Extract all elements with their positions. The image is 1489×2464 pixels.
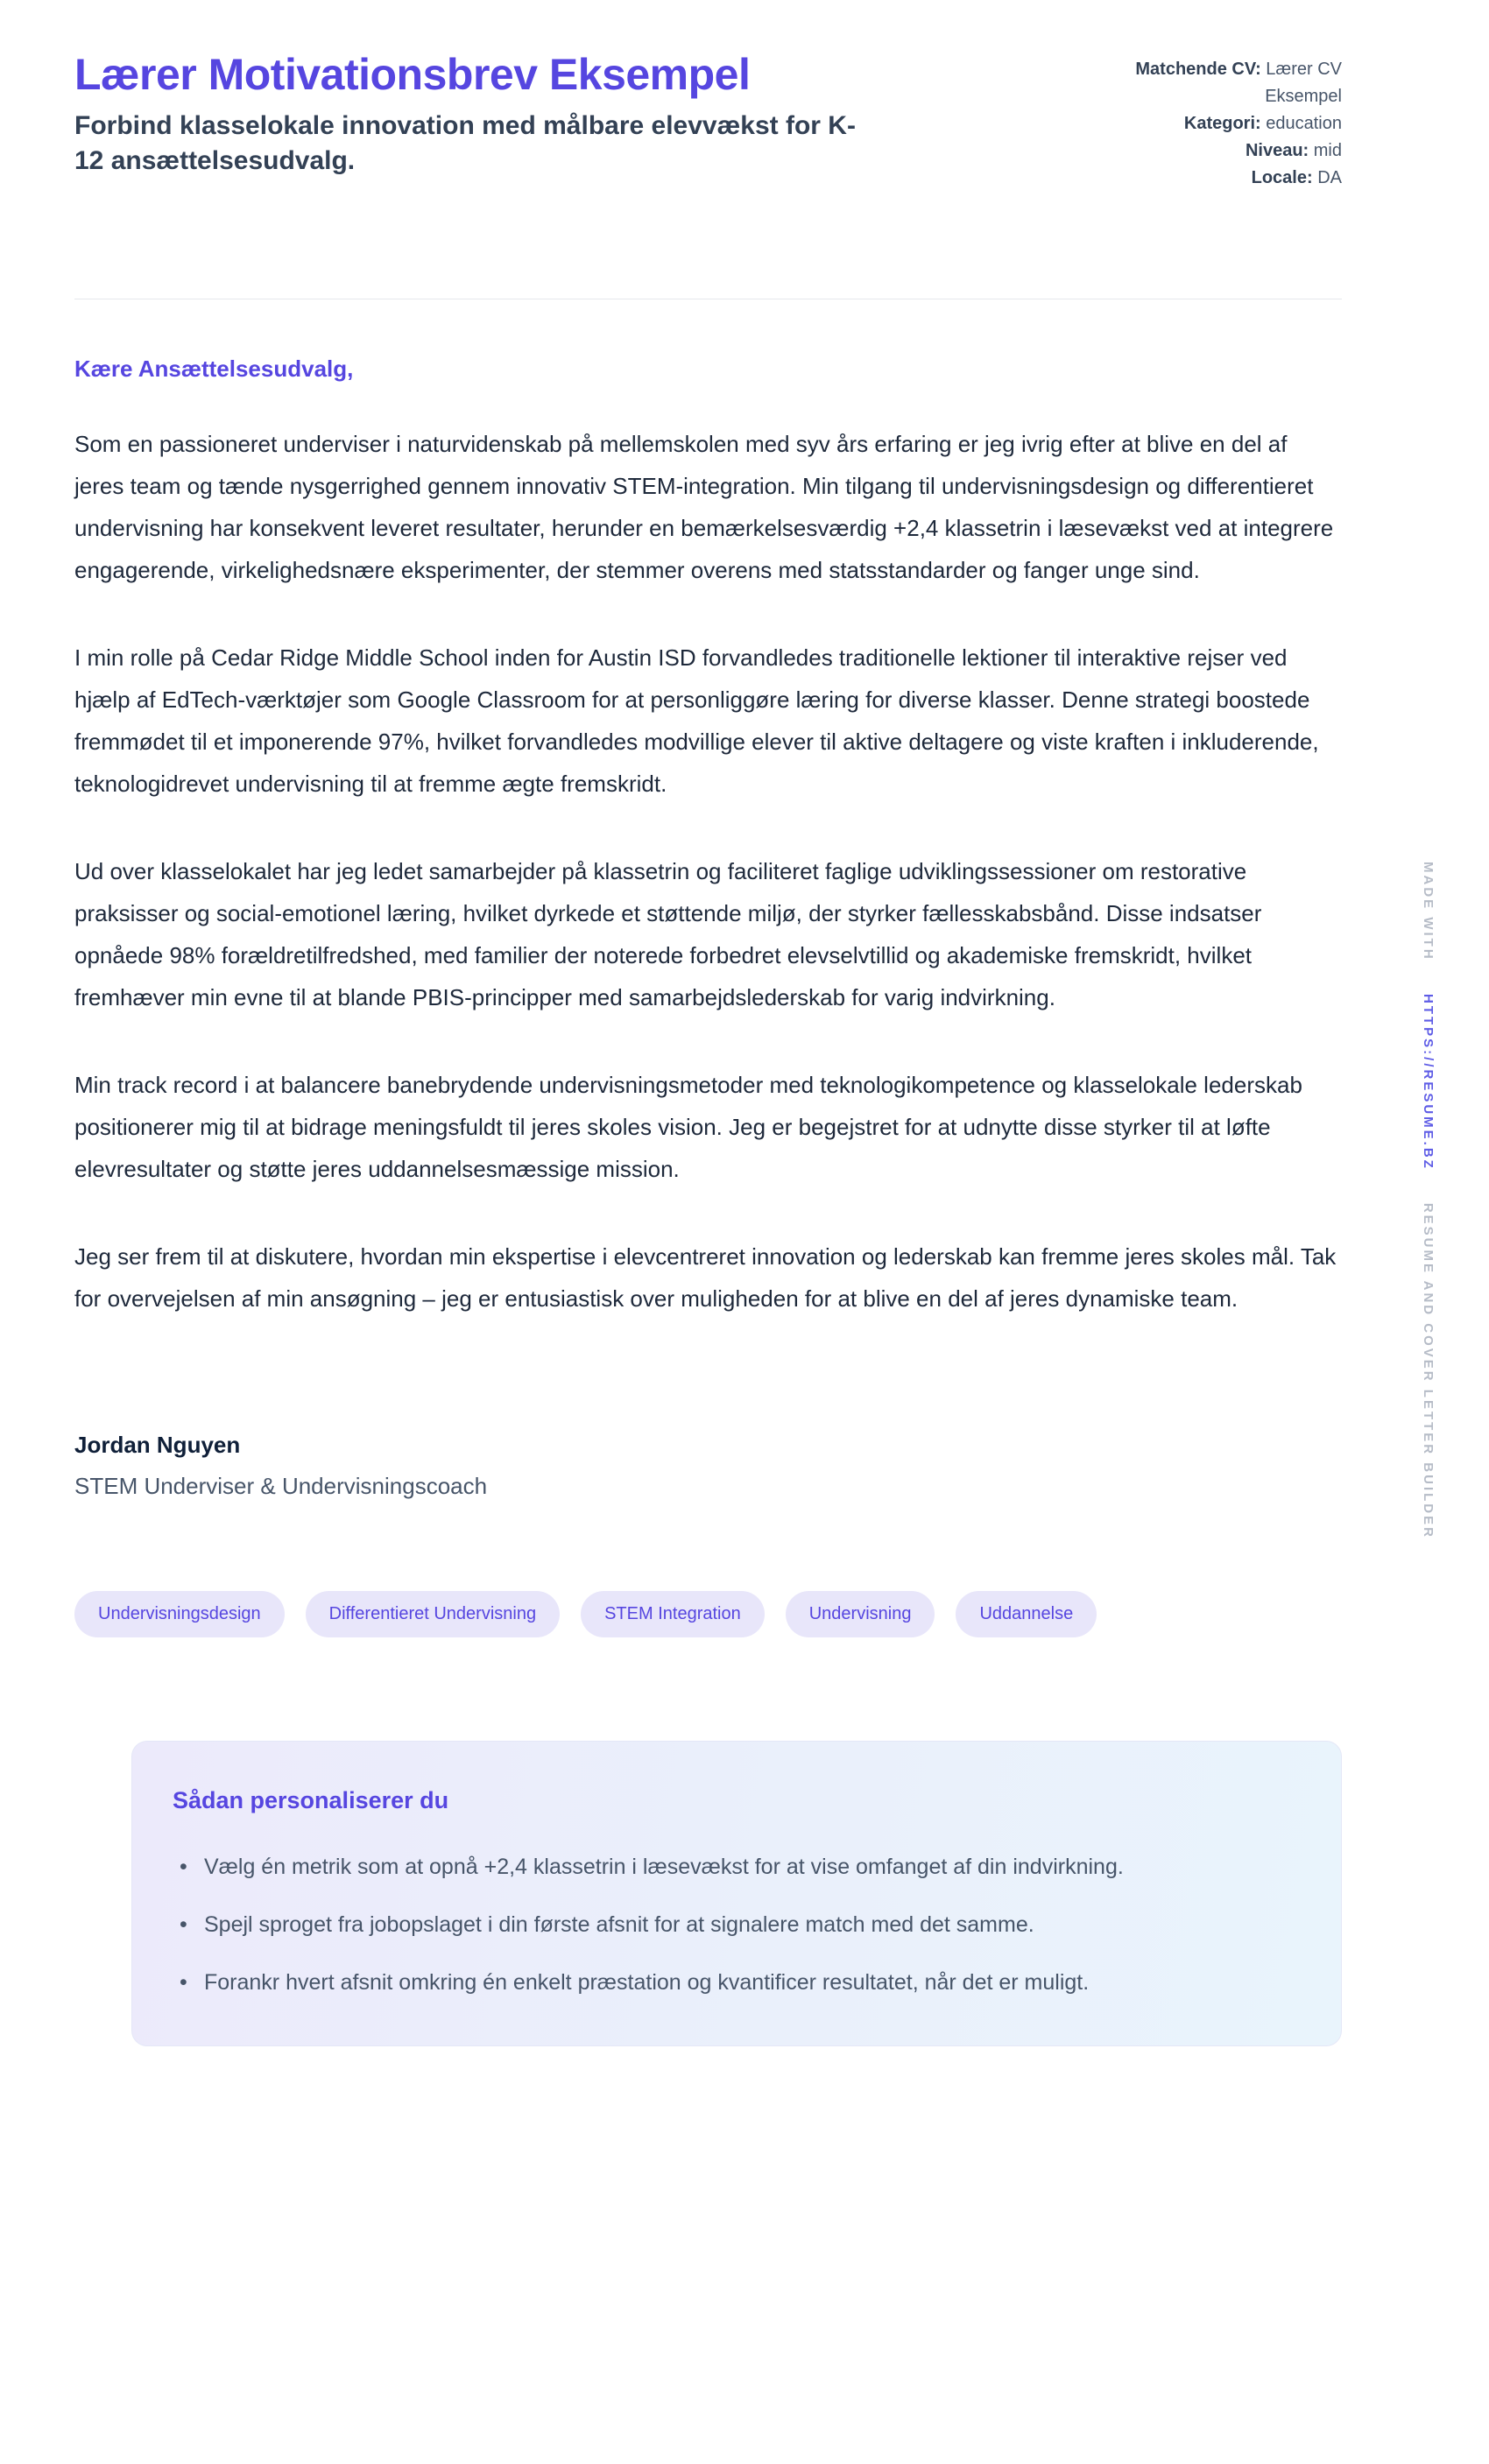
meta-panel (1079, 56, 1342, 192)
letter-greeting: Kære Ansættelsesudvalg, (74, 356, 354, 382)
meta-label: Matchende CV: (1135, 60, 1261, 79)
letter-paragraph: Ud over klasselokalet har jeg ledet samarbejder på klassetrin og faciliteret faglige udviklingssessioner om restorative praksisser og social-emotionel læring, hvilket dyrkede et støttende miljø, der styrker fællesskabsbånd. Disse indsatser opnåede 98% forældretilfredshed, med familier der noterede forbedret elevselvtillid og akademiske fremskridt, hvilket fremhæver min evne til at blande PBIS-principper med samarbejdslederskab for varig indvirkning. (74, 858, 1262, 1010)
tip-item: • Spejl sproget fra jobopslaget i din første afsnit for at signalere match med det samme. (173, 1905, 1238, 1944)
letter-paragraph: I min rolle på Cedar Ridge Middle School inden for Austin ISD forvandledes traditionelle lektioner til interaktive rejser ved hjælp af EdTech-værktøjer som Google Classroom for at personliggøre læring for diverse klasser. Denne strategi boostede fremmødet til et imponerende 97%, hvilket forvandledes modvillige elever til aktive deltagere og viste kraften i inkluderende, teknologidrevet undervisning til at fremme ægte fremskridt. (74, 644, 1319, 797)
meta-value: DA (1317, 168, 1342, 187)
signature-name: Jordan Nguyen (74, 1432, 241, 1458)
tips-list (173, 1848, 1299, 2002)
meta-row (1079, 137, 1342, 165)
header (74, 51, 1342, 192)
page-title: Lærer Motivationsbrev Eksempel (74, 50, 751, 99)
tag-list (74, 1591, 1342, 1637)
tag-pill[interactable]: Undervisning (786, 1591, 935, 1637)
watermark-link[interactable]: HTTPS://RESUME.BZ (1421, 993, 1436, 1171)
meta-value: mid (1313, 141, 1342, 160)
meta-row (1079, 110, 1342, 137)
letter-paragraph: Som en passioneret underviser i naturvidenskab på mellemskolen med syv års erfaring er jeg ivrig efter at blive en del af jeres team og tænde nysgerrighed gennem innovativ STEM-integration. Min tilgang til undervisningsdesign og differentieret undervisning har konsekvent leveret resultater, herunder en bemærkelsesværdig +2,4 klassetrin i læsevækst ved at integrere engagerende, virkelighedsnære eksperimenter, der stemmer overens med statsstandarder og fanger unge sind. (74, 431, 1334, 583)
personalization-tips-box (131, 1741, 1342, 2046)
page-subtitle: Forbind klasselokale innovation med målbare elevvækst for K-12 ansættelsesudvalg. (74, 111, 856, 175)
tag-pill[interactable]: Uddannelse (956, 1591, 1097, 1637)
watermark (1422, 862, 1435, 1539)
tip-item: • Vælg én metrik som at opnå +2,4 klassetrin i læsevækst for at vise omfanget af din indvirkning. (173, 1848, 1238, 1886)
letter-paragraph: Jeg ser frem til at diskutere, hvordan min ekspertise i elevcentreret innovation og lederskab kan fremme jeres skoles mål. Tak for overvejelsen af min ansøgning – jeg er entusiastisk over muligheden for at blive en del af jeres dynamiske team. (74, 1243, 1337, 1312)
tag-pill[interactable]: STEM Integration (581, 1591, 765, 1637)
meta-row (1079, 56, 1342, 110)
letter-paragraph: Min track record i at balancere banebrydende undervisningsmetoder med teknologikompetence og klasselokale lederskab positionerer mig til at bidrage meningsfuldt til jeres skoles vision. Jeg er begejstret for at udnytte disse styrker til at løfte elevresultater og støtte jeres uddannelsesmæssige mission. (74, 1072, 1302, 1182)
header-titles (74, 51, 880, 178)
tip-item: • Forankr hvert afsnit omkring én enkelt præstation og kvantificer resultatet, når det er muligt. (173, 1963, 1238, 2002)
tips-title: Sådan personaliserer du (173, 1787, 449, 1813)
meta-label: Kategori: (1183, 114, 1261, 133)
watermark-prefix: MADE WITH (1421, 862, 1436, 961)
meta-label: Locale: (1251, 168, 1313, 187)
signature-block (74, 1432, 1342, 1500)
tag-pill[interactable]: Differentieret Undervisning (306, 1591, 560, 1637)
letter-body (74, 423, 1342, 1320)
meta-row (1079, 165, 1342, 192)
tag-pill[interactable]: Undervisningsdesign (74, 1591, 285, 1637)
meta-label: Niveau: (1245, 141, 1309, 160)
meta-value: education (1266, 114, 1342, 133)
signature-role: STEM Underviser & Undervisningscoach (74, 1473, 488, 1499)
watermark-suffix: RESUME AND COVER LETTER BUILDER (1421, 1202, 1436, 1539)
meta-value: Lærer CV Eksempel (1265, 60, 1342, 106)
